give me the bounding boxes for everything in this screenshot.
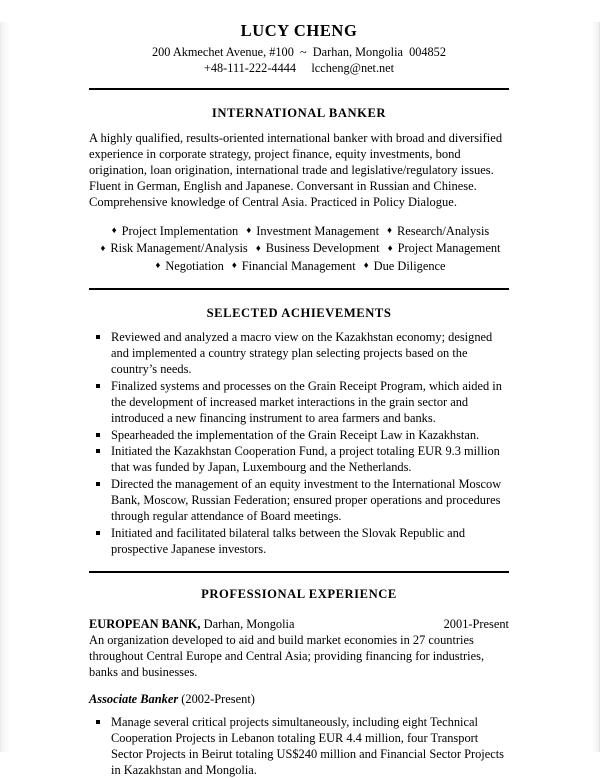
resume-page — [0, 21, 600, 778]
diamond-icon: ♦ — [100, 243, 106, 254]
diamond-icon: ♦ — [387, 243, 393, 254]
employer-name: EUROPEAN BANK, — [89, 616, 201, 631]
candidate-contact: +48-111-222-4444 lccheng@net.net — [203, 61, 395, 76]
list-item: Initiated the Kazakhstan Cooperation Fund, a project totaling EUR 9.3 million that was funded by Japan, Luxembourg and the Netherlands. — [89, 443, 509, 475]
job-title-heading: INTERNATIONAL BANKER — [211, 105, 387, 120]
skill-row — [89, 240, 509, 258]
experience-entry-header — [89, 616, 509, 632]
skill-item: Risk Management/Analysis — [110, 241, 248, 256]
employment-dates: 2001-Present — [443, 616, 509, 631]
diamond-icon: ♦ — [387, 226, 393, 237]
experience-employer-line — [89, 616, 294, 632]
horizontal-rule-top — [89, 88, 509, 90]
skill-row — [89, 258, 509, 276]
employer-description: An organization developed to aid and build market economies in 27 countries throughout Central Europe and Central Asia; providing financing for industries, banks and businesses. — [89, 632, 485, 679]
achievements-heading: SELECTED ACHIEVEMENTS — [206, 306, 392, 321]
diamond-icon: ♦ — [255, 243, 261, 254]
list-item: Directed the management of an equity investment to the International Moscow Bank, Moscow, Russian Federation; ensured proper operations and procedures through regular attendance of Board meetings. — [89, 476, 509, 524]
professional-summary: A highly qualified, results-oriented international banker with broad and diversified experience in corporate strategy, project finance, equity investments, bond origination, loan origination, international trade and legislative/regulatory issues. Fluent in German, English and Japanese. Conversant in Russian and Chinese. Comprehensive knowledge of Central Asia. Practiced in Policy Dialogue. — [89, 130, 503, 210]
diamond-icon: ♦ — [111, 226, 117, 237]
header-divider-wrap — [89, 88, 509, 90]
diamond-icon: ♦ — [231, 261, 237, 272]
skill-row — [89, 223, 509, 241]
employer-location: Darhan, Mongolia — [200, 616, 295, 631]
list-item: Manage several critical projects simultaneously, including eight Technical Cooperation Projects in Lebanon totaling EUR 4.4 million, four Transport Sector Projects in Beirut totaling US$240 million and Financial Sector Projects in Kazakhstan and Mongolia. — [89, 714, 509, 778]
skill-item: Project Implementation — [121, 223, 239, 238]
achievements-list — [89, 329, 509, 556]
skill-item: Business Development — [265, 241, 380, 256]
achievements-divider-wrap — [89, 288, 509, 290]
horizontal-rule-middle — [89, 288, 509, 290]
job-role-line — [89, 691, 509, 707]
skill-item: Investment Management — [256, 223, 380, 238]
skill-item: Due Diligence — [373, 258, 446, 273]
candidate-address: 200 Akmechet Avenue, #100 ~ Darhan, Mongolia 004852 — [152, 45, 446, 60]
resume-content — [1, 22, 599, 778]
candidate-name: LUCY CHENG — [240, 21, 358, 40]
list-item: Spearheaded the implementation of the Grain Receipt Law in Kazakhstan. — [89, 427, 509, 443]
skill-item: Financial Management — [241, 258, 356, 273]
horizontal-rule-bottom — [89, 571, 509, 573]
experience-divider-wrap — [89, 571, 509, 573]
skill-item: Project Management — [397, 241, 501, 256]
job-role-dates: (2002-Present) — [178, 692, 255, 707]
experience-responsibilities-list — [89, 714, 509, 778]
job-role-title: Associate Banker — [89, 692, 179, 707]
list-item: Initiated and facilitated bilateral talks between the Slovak Republic and prospective Japanese investors. — [89, 525, 509, 557]
skill-item: Negotiation — [165, 258, 224, 273]
list-item: Finalized systems and processes on the Grain Receipt Program, which aided in the development of increased market interactions in the grain sector and introduced a new financing instrument to area farmers and banks. — [89, 378, 509, 426]
core-competencies-list — [89, 223, 509, 276]
diamond-icon: ♦ — [246, 226, 252, 237]
diamond-icon: ♦ — [363, 261, 369, 272]
diamond-icon: ♦ — [155, 261, 161, 272]
experience-heading: PROFESSIONAL EXPERIENCE — [201, 586, 397, 601]
list-item: Reviewed and analyzed a macro view on the Kazakhstan economy; designed and implemented a country strategy plan selecting projects based on the country’s needs. — [89, 329, 509, 377]
skill-item: Research/Analysis — [397, 223, 490, 238]
